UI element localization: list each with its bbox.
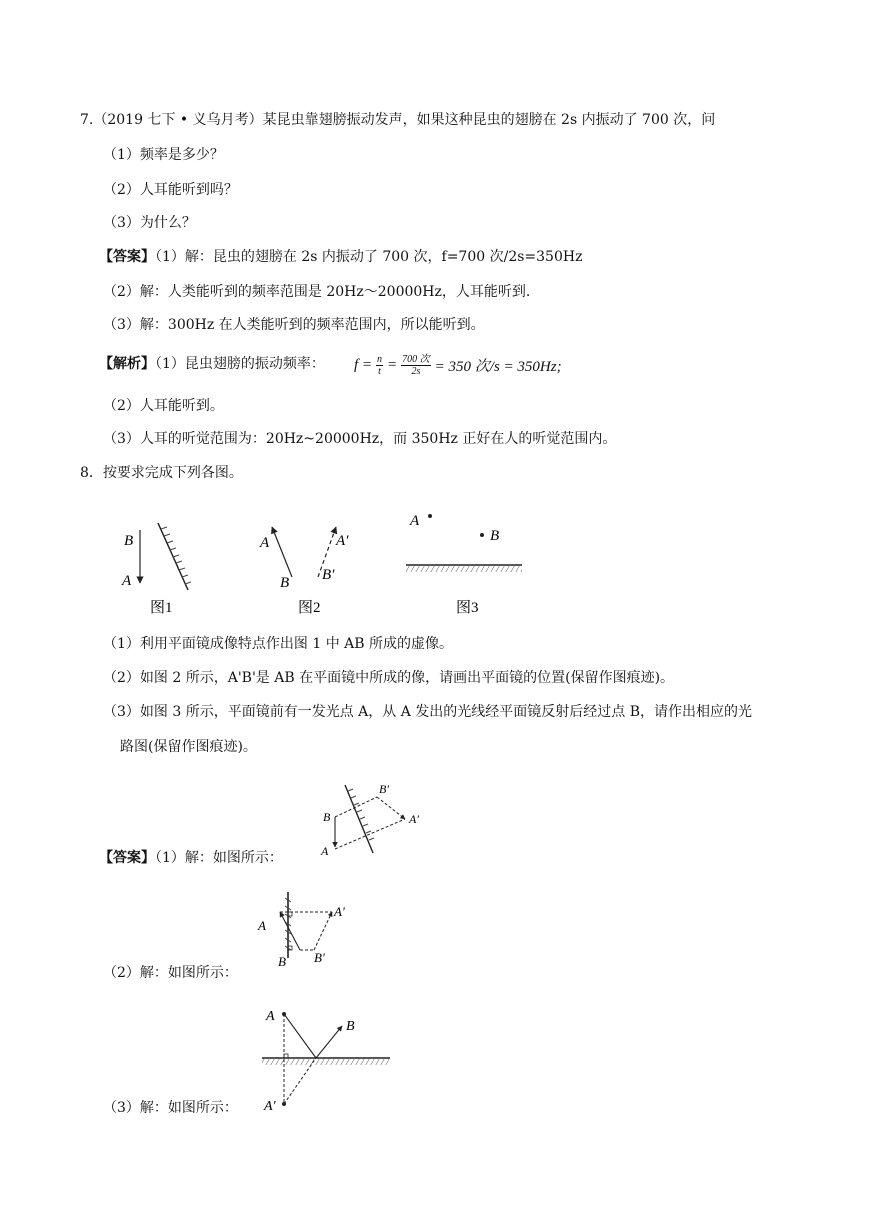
ans2-label-A-prime: A′ (334, 904, 345, 919)
q7-sub1: （1）频率是多少？ (103, 147, 224, 163)
formula-frac2-num: 700 次 (402, 353, 430, 365)
q8-sub3-line1: （3）如图 3 所示，平面镜前有一发光点 A，从 A 发出的光线经平面镜反射后经过点 B，请作出相应的光 (103, 704, 753, 720)
answer3-figure (258, 1000, 398, 1118)
q7-answer3: （3）解：300Hz 在人类能听到的频率范围内，所以能听到。 (103, 317, 485, 333)
q8-figures (110, 495, 530, 625)
fig2-caption: 图2 (298, 600, 321, 616)
fig2-label-A-prime: A′ (336, 533, 349, 549)
fig3-caption: 图3 (456, 600, 479, 616)
q8-sub1: （1）利用平面镜成像特点作出图 1 中 AB 所成的虚像。 (103, 636, 454, 652)
ans2-label-B: B (278, 954, 286, 969)
formula-frac1-den: t (378, 365, 381, 377)
ans2-label-B-prime: B′ (314, 950, 325, 965)
q7-answer2: （2）解：人类能听到的频率范围是 20Hz～20000Hz，人耳能听到. (103, 284, 531, 300)
q7-sub3: （3）为什么？ (103, 215, 196, 231)
q7-sub2: （2）人耳能听到吗？ (103, 182, 238, 198)
q8-answer1-text: （1）解：如图所示： (155, 850, 283, 866)
ans1-label-B-prime: B′ (379, 782, 389, 796)
formula-eq1: = (387, 356, 398, 373)
q8-answer-label: 【答案】 (99, 850, 155, 866)
q8-answer2: （2）解：如图所示： (103, 965, 238, 981)
figure-2 (259, 527, 349, 616)
answer-label: 【答案】 (99, 249, 155, 265)
formula-frac1-num: n (377, 353, 383, 365)
fig1-caption: 图1 (150, 600, 173, 616)
analysis1-text: （1）昆虫翅膀的振动频率： (155, 356, 325, 372)
ans1-label-A: A (321, 844, 329, 858)
q7-answer1: （1）解：昆虫的翅膀在 2s 内振动了 700 次，f=700 次/2s=350Hz (155, 249, 583, 265)
formula-frac1 (376, 354, 383, 377)
fig1-label-A: A (122, 573, 132, 589)
q7-analysis2: （2）人耳能听到。 (103, 398, 224, 414)
formula-rest: = 350 次/s = 350Hz; (434, 358, 562, 375)
figure-3 (406, 513, 522, 616)
formula-lhs: f = (354, 356, 373, 373)
q8-answer3: （3）解：如图所示： (103, 1100, 238, 1116)
q8-stem: 8．按要求完成下列各图。 (80, 465, 243, 481)
q8-sub2: （2）如图 2 所示，A'B'是 AB 在平面镜中所成的像，请画出平面镜的位置(保留作图痕迹)。 (103, 670, 675, 686)
ans3-label-B: B (346, 1019, 355, 1034)
ans3-label-A-prime: A′ (264, 1099, 276, 1114)
formula-frac2-den: 2s (411, 365, 421, 377)
analysis-label: 【解析】 (99, 356, 155, 372)
ans3-label-A: A (266, 1009, 275, 1024)
ans2-label-A: A (258, 918, 266, 933)
q7-answer (99, 247, 582, 267)
fig2-label-B-prime: B′ (322, 567, 335, 583)
ans1-label-B: B (323, 810, 331, 824)
formula-frac2 (401, 354, 431, 377)
figure-1 (121, 523, 191, 616)
answer2-figure (250, 890, 360, 975)
fig3-label-B: B (490, 528, 500, 544)
q7-analysis3: （3）人耳的听觉范围为：20Hz~20000Hz，而 350Hz 正好在人的听觉范围内。 (103, 431, 617, 447)
q8-sub3-line2: 路图(保留作图痕迹)。 (120, 739, 257, 755)
fig1-label-B: B (124, 533, 134, 549)
fig3-label-A: A (410, 513, 420, 529)
q8-answer1 (99, 848, 283, 868)
q7-analysis1 (99, 354, 325, 374)
fig2-label-B: B (280, 575, 290, 591)
answer1-figure (315, 775, 435, 865)
ans1-label-A-prime: A′ (409, 812, 419, 826)
q7-stem: 7.（2019 七下 • 义乌月考）某昆虫靠翅膀振动发声，如果这种昆虫的翅膀在 2s 内振动了 700 次，问 (80, 112, 716, 128)
frequency-formula (354, 350, 562, 380)
fig2-label-A: A (260, 535, 270, 551)
